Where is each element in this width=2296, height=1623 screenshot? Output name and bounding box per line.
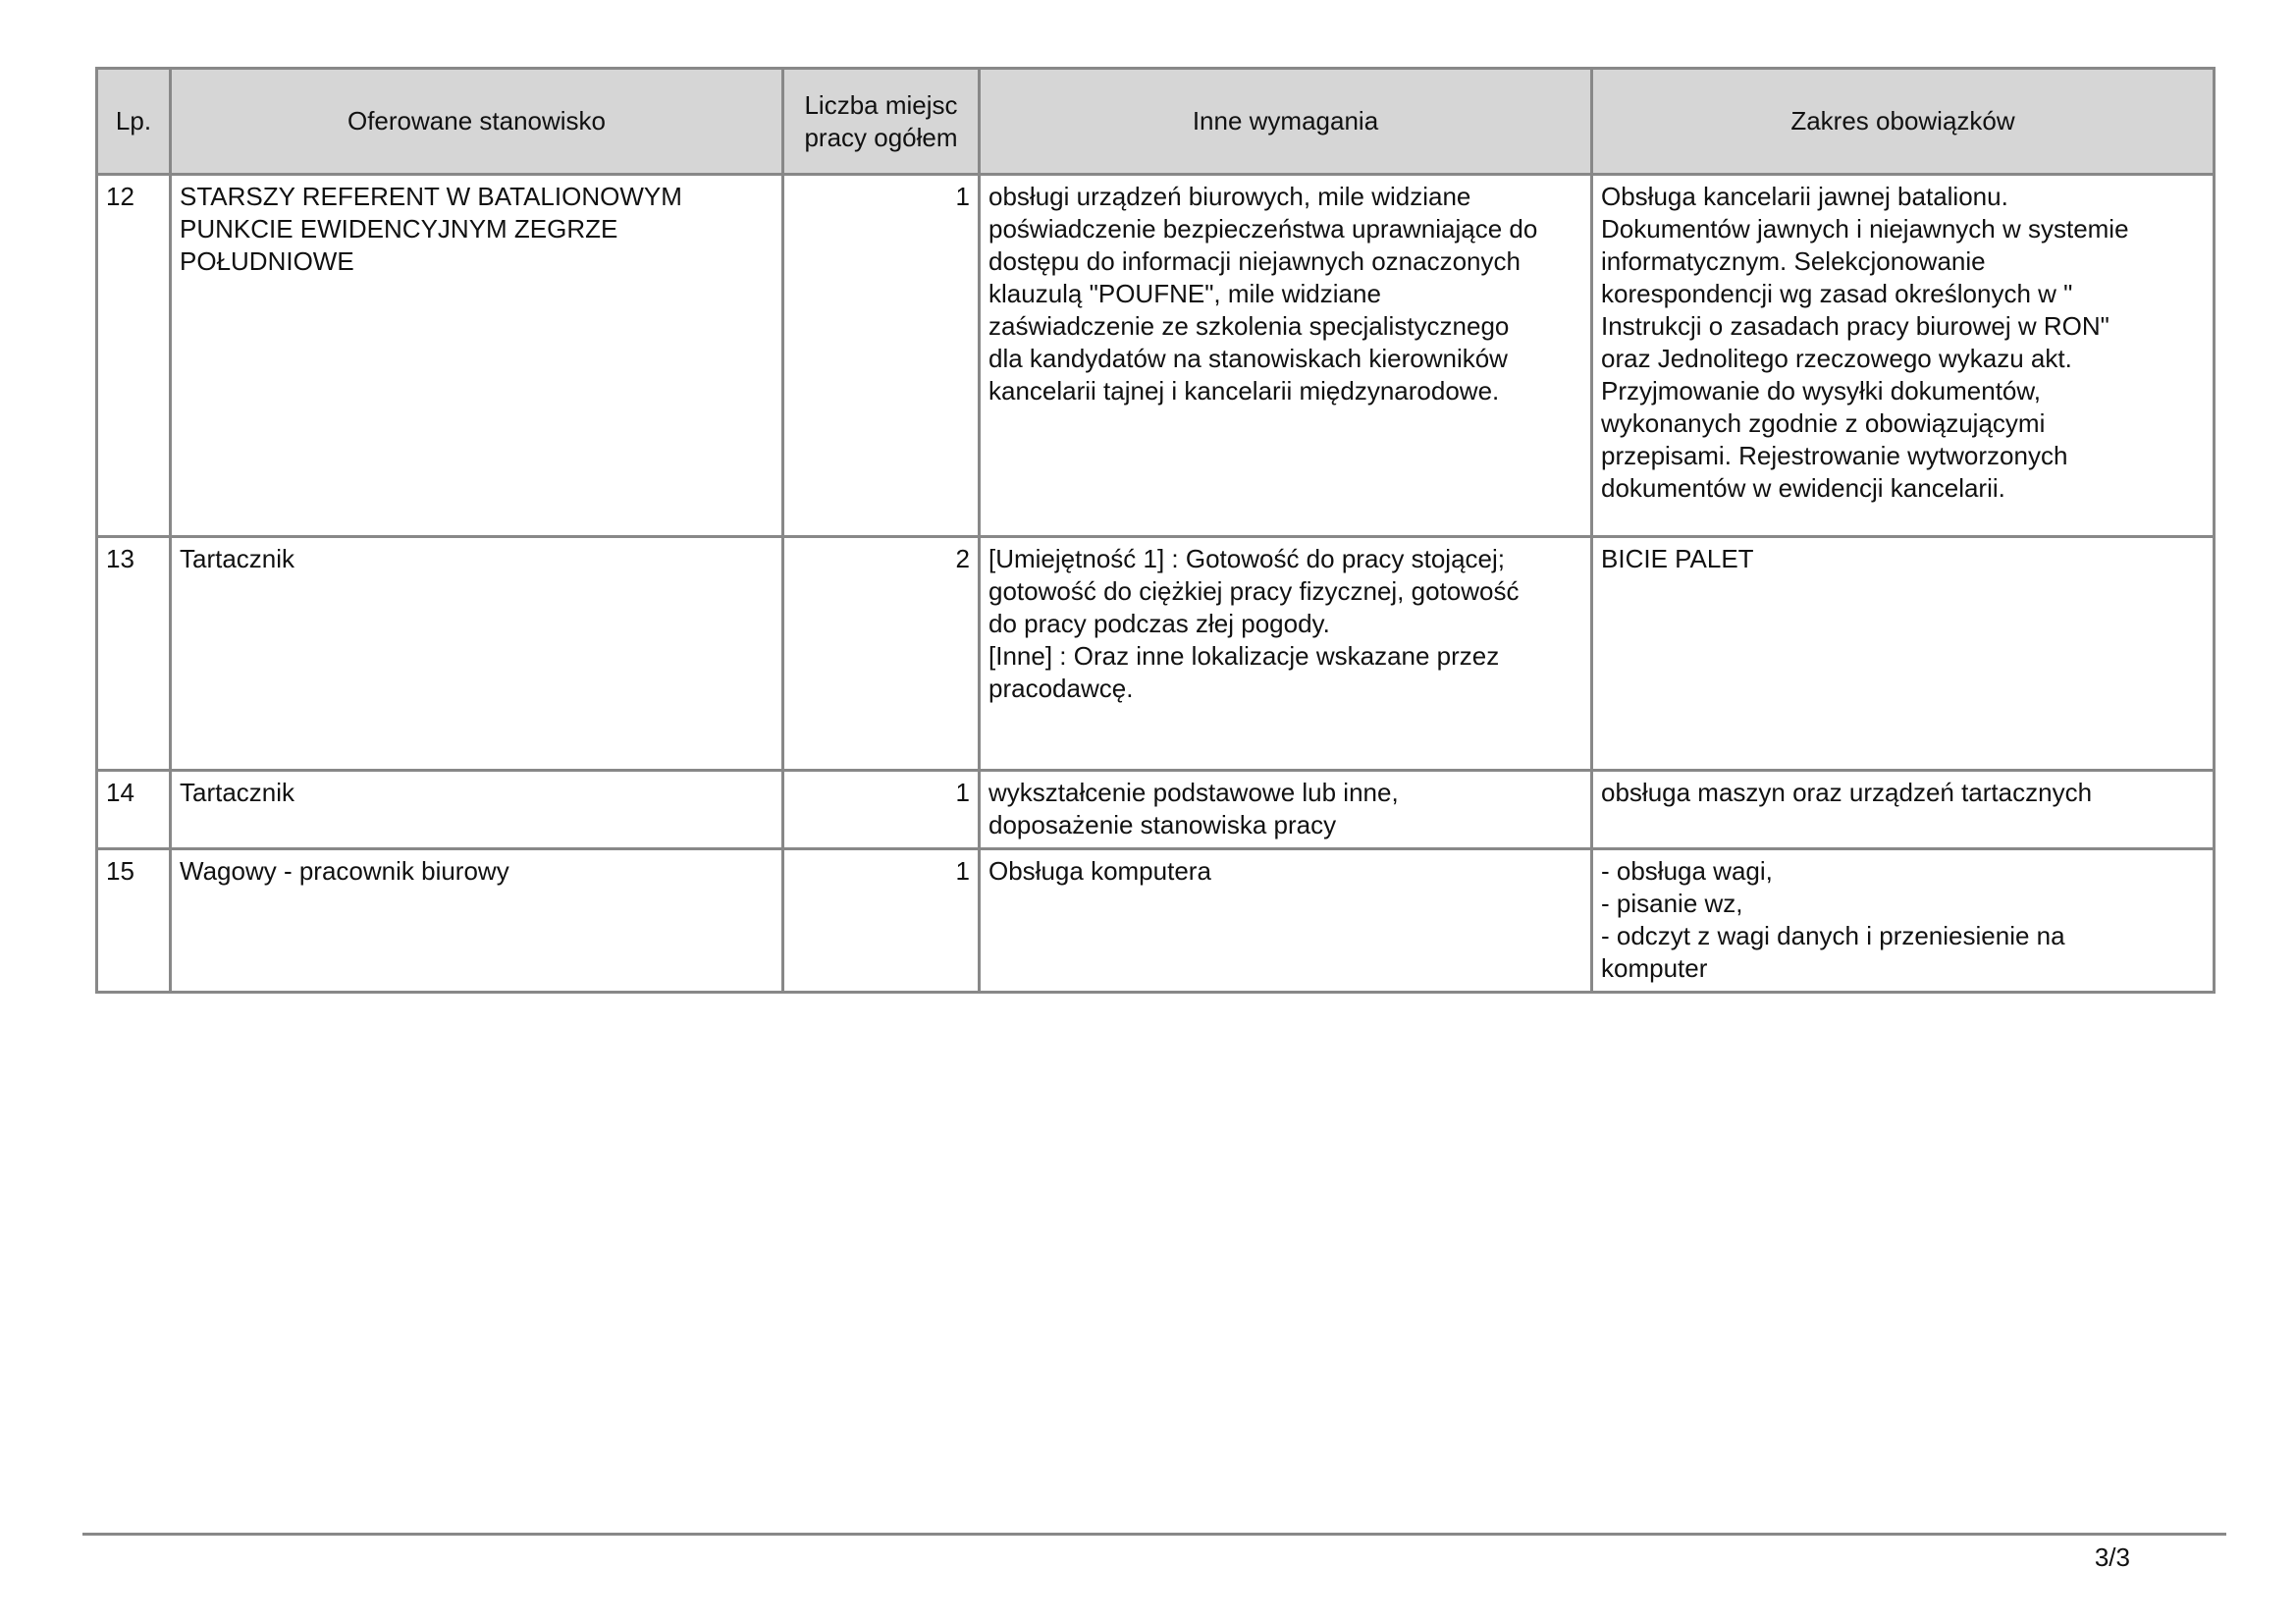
cell-count: 2 <box>783 537 980 771</box>
page-number: 3/3 <box>2094 1542 2130 1572</box>
cell-position: Tartacznik <box>171 771 783 849</box>
header-position: Oferowane stanowisko <box>171 69 783 175</box>
header-count: Liczba miejsc pracy ogółem <box>783 69 980 175</box>
cell-duties: Obsługa kancelarii jawnej batalionu. Dokumentów jawnych i niejawnych w systemie informatycznym. Selekcjonowanie korespondencji wg zasad określonych w " Instrukcji o zasadach pracy biurowej w RON" oraz Jednolitego rzeczowego wykazu akt. Przyjmowanie do wysyłki dokumentów, wykonanych zgodnie z obowiązującymi przepisami. Rejestrowanie wytworzonych dokumentów w ewidencji kancelarii. <box>1592 175 2215 537</box>
header-lp: Lp. <box>97 69 171 175</box>
cell-count: 1 <box>783 849 980 993</box>
table-row <box>97 537 2215 771</box>
job-offers-table <box>95 67 2216 994</box>
header-duties: Zakres obowiązków <box>1592 69 2215 175</box>
cell-requirements: Obsługa komputera <box>980 849 1592 993</box>
cell-duties: obsługa maszyn oraz urządzeń tartacznych <box>1592 771 2215 849</box>
cell-position: STARSZY REFERENT W BATALIONOWYM PUNKCIE EWIDENCYJNYM ZEGRZE POŁUDNIOWE <box>171 175 783 537</box>
cell-duties: BICIE PALET <box>1592 537 2215 771</box>
cell-requirements: wykształcenie podstawowe lub inne, doposażenie stanowiska pracy <box>980 771 1592 849</box>
cell-position: Tartacznik <box>171 537 783 771</box>
cell-count: 1 <box>783 175 980 537</box>
cell-requirements: [Umiejętność 1] : Gotowość do pracy stojącej; gotowość do ciężkiej pracy fizycznej, gotowość do pracy podczas złej pogody. [Inne] : Oraz inne lokalizacje wskazane przez pracodawcę. <box>980 537 1592 771</box>
table-row <box>97 849 2215 993</box>
cell-lp: 13 <box>97 537 171 771</box>
table-row <box>97 771 2215 849</box>
cell-requirements: obsługi urządzeń biurowych, mile widziane poświadczenie bezpieczeństwa uprawniające do dostępu do informacji niejawnych oznaczonych klauzulą "POUFNE", mile widziane zaświadczenie ze szkolenia specjalistycznego dla kandydatów na stanowiskach kierowników kancelarii tajnej i kancelarii międzynarodowe. <box>980 175 1592 537</box>
cell-lp: 14 <box>97 771 171 849</box>
cell-lp: 15 <box>97 849 171 993</box>
cell-duties: - obsługa wagi, - pisanie wz, - odczyt z wagi danych i przeniesienie na komputer <box>1592 849 2215 993</box>
table-row <box>97 175 2215 537</box>
table-header-row <box>97 69 2215 175</box>
header-requirements: Inne wymagania <box>980 69 1592 175</box>
cell-count: 1 <box>783 771 980 849</box>
cell-position: Wagowy - pracownik biurowy <box>171 849 783 993</box>
cell-lp: 12 <box>97 175 171 537</box>
footer-divider <box>82 1533 2226 1536</box>
